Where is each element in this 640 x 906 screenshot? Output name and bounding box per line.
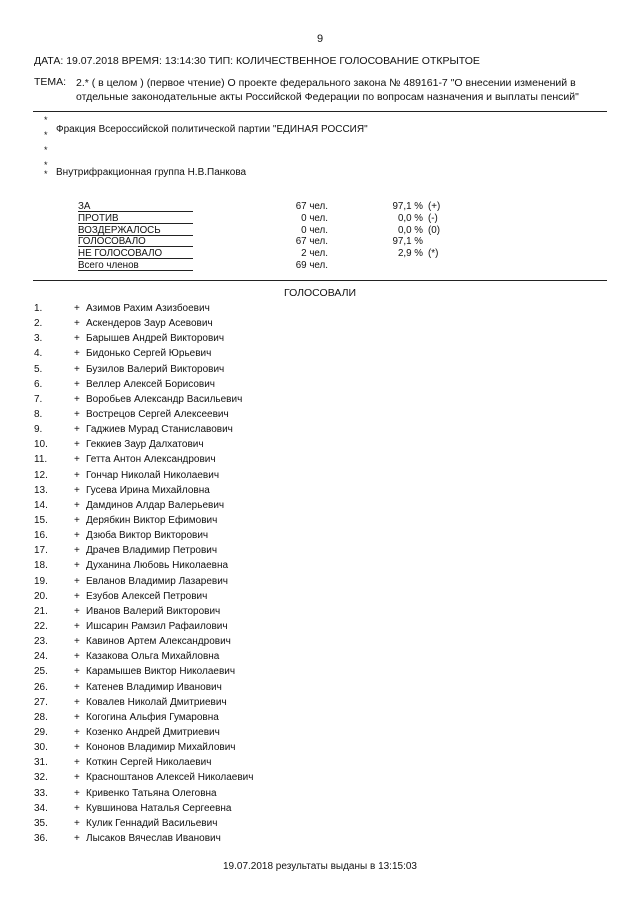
voter-name: Евланов Владимир Лазаревич — [86, 575, 229, 587]
voter-number: 11. — [34, 454, 48, 466]
voter-number: 21. — [34, 605, 48, 617]
vote-mark: + — [74, 454, 80, 466]
voted-section-title: ГОЛОСОВАЛИ — [283, 287, 357, 299]
voter-name: Карамышев Виктор Николаевич — [86, 666, 236, 678]
bullet-marker: * — [44, 160, 48, 170]
voter-name: Вострецов Сергей Алексеевич — [86, 408, 229, 420]
voter-row — [34, 696, 434, 711]
vote-mark: + — [74, 499, 80, 511]
vote-mark: + — [74, 590, 80, 602]
vote-mark: + — [74, 772, 80, 784]
voter-number: 2. — [34, 318, 43, 330]
stat-symbol: (+) — [428, 201, 441, 212]
stat-row-for — [78, 201, 478, 213]
tema-text — [76, 76, 616, 104]
voter-row — [34, 302, 434, 317]
faction-name: Фракция Всероссийской политической партии "ЕДИНАЯ РОССИЯ" — [56, 124, 368, 135]
voter-list — [34, 302, 434, 847]
voter-name: Кавинов Артем Александрович — [86, 636, 231, 648]
stat-count: 67 чел. — [295, 236, 328, 248]
voter-name: Духанина Любовь Николаевна — [86, 560, 229, 572]
stat-row-voted — [78, 236, 478, 248]
page-number: 9 — [316, 33, 324, 45]
vote-mark: + — [74, 605, 80, 617]
voter-row — [34, 726, 434, 741]
vote-stats — [78, 201, 478, 272]
voter-row — [34, 514, 434, 529]
bullet-marker: * — [44, 115, 48, 125]
voter-name: Бузилов Валерий Викторович — [86, 363, 225, 375]
voter-number: 18. — [34, 560, 48, 572]
voter-row — [34, 665, 434, 680]
vote-mark: + — [74, 348, 80, 360]
vote-mark: + — [74, 681, 80, 693]
stat-row-total — [78, 260, 478, 272]
voter-row — [34, 559, 434, 574]
stat-symbol: (*) — [428, 248, 439, 260]
vote-mark: + — [74, 378, 80, 390]
voter-name: Дерябкин Виктор Ефимович — [86, 514, 218, 526]
tema-line-2: отдельные законодательные акты Российской Федерации по вопросам назначения и выплаты пенсий" — [76, 91, 579, 103]
vote-mark: + — [74, 757, 80, 769]
vote-mark: + — [74, 363, 80, 375]
voter-name: Красноштанов Алексей Николаевич — [86, 772, 254, 784]
vote-mark: + — [74, 514, 80, 526]
voter-row — [34, 756, 434, 771]
voter-name: Кулик Геннадий Васильевич — [86, 817, 218, 829]
voter-row — [34, 620, 434, 635]
stat-label: Всего членов — [78, 260, 193, 271]
voter-number: 6. — [34, 378, 43, 390]
stat-symbol: (-) — [428, 212, 438, 224]
vote-mark: + — [74, 787, 80, 799]
voter-row — [34, 741, 434, 756]
voter-name: Гетта Антон Александрович — [86, 454, 216, 466]
vote-mark: + — [74, 545, 80, 557]
vote-mark: + — [74, 575, 80, 587]
vote-mark: + — [74, 832, 80, 844]
voter-row — [34, 347, 434, 362]
voter-row — [34, 544, 434, 559]
voter-row — [34, 711, 434, 726]
stat-percent: 2,9 % — [397, 248, 423, 260]
voter-name: Когогина Альфия Гумаровна — [86, 711, 219, 723]
voter-row — [34, 529, 434, 544]
vote-mark: + — [74, 726, 80, 738]
voter-number: 32. — [34, 772, 48, 784]
voter-row — [34, 378, 434, 393]
vote-mark: + — [74, 696, 80, 708]
stat-row-not-voted — [78, 248, 478, 260]
voter-name: Гаджиев Мурад Станиславович — [86, 424, 233, 436]
stat-count: 0 чел. — [301, 212, 328, 224]
voter-row — [34, 393, 434, 408]
voter-number: 30. — [34, 742, 48, 754]
vote-mark: + — [74, 817, 80, 829]
voter-name: Коткин Сергей Николаевич — [86, 757, 212, 769]
voter-number: 22. — [34, 620, 48, 632]
stat-label: ГОЛОСОВАЛО — [78, 236, 193, 247]
stat-count: 0 чел. — [301, 224, 328, 236]
voter-number: 7. — [34, 393, 43, 405]
vote-mark: + — [74, 333, 80, 345]
stat-symbol: (0) — [428, 224, 440, 236]
stat-percent: 97,1 % — [392, 201, 423, 212]
vote-header-line: ДАТА: 19.07.2018 ВРЕМЯ: 13:14:30 ТИП: КОЛИЧЕСТВЕННОЕ ГОЛОСОВАНИЕ ОТКРЫТОЕ — [34, 55, 480, 67]
bullet-marker: * — [44, 169, 48, 179]
stat-row-against — [78, 213, 478, 225]
voter-name: Веллер Алексей Борисович — [86, 378, 216, 390]
voter-row — [34, 802, 434, 817]
voter-row — [34, 635, 434, 650]
voter-name: Кривенко Татьяна Олеговна — [86, 787, 217, 799]
voter-name: Кононов Владимир Михайлович — [86, 742, 236, 754]
voter-row — [34, 590, 434, 605]
stat-label: ВОЗДЕРЖАЛОСЬ — [78, 225, 193, 236]
vote-mark: + — [74, 469, 80, 481]
voter-row — [34, 787, 434, 802]
vote-mark: + — [74, 802, 80, 814]
voter-name: Казакова Ольга Михайловна — [86, 651, 220, 663]
voter-name: Катенев Владимир Иванович — [86, 681, 222, 693]
vote-mark: + — [74, 742, 80, 754]
results-footer: 19.07.2018 результаты выданы в 13:15:03 — [222, 861, 417, 872]
voter-row — [34, 317, 434, 332]
voter-name: Козенко Андрей Дмитриевич — [86, 726, 220, 738]
stat-percent: 0,0 % — [397, 212, 423, 224]
voter-row — [34, 332, 434, 347]
voter-number: 36. — [34, 832, 48, 844]
voter-name: Азимов Рахим Азизбоевич — [86, 303, 210, 314]
voter-number: 17. — [34, 545, 48, 557]
divider-top — [33, 111, 607, 112]
voter-number: 9. — [34, 424, 43, 436]
voter-number: 12. — [34, 469, 48, 481]
voter-name: Барышев Андрей Викторович — [86, 333, 225, 345]
voter-number: 33. — [34, 787, 48, 799]
voter-number: 27. — [34, 696, 48, 708]
voter-number: 34. — [34, 802, 48, 814]
voter-number: 14. — [34, 499, 48, 511]
voter-number: 24. — [34, 651, 48, 663]
voter-name: Иванов Валерий Викторович — [86, 605, 221, 617]
voter-row — [34, 499, 434, 514]
voter-number: 16. — [34, 530, 48, 542]
voter-number: 4. — [34, 348, 43, 360]
voter-row — [34, 453, 434, 468]
voter-number: 28. — [34, 711, 48, 723]
voter-number: 3. — [34, 333, 43, 345]
voter-row — [34, 469, 434, 484]
tema-label: ТЕМА: — [34, 76, 67, 88]
voter-number: 8. — [34, 408, 43, 420]
voter-name: Гусева Ирина Михайловна — [86, 484, 210, 496]
vote-mark: + — [74, 439, 80, 451]
voter-number: 19. — [34, 575, 48, 587]
vote-mark: + — [74, 651, 80, 663]
voter-row — [34, 575, 434, 590]
voter-name: Дамдинов Алдар Валерьевич — [86, 499, 225, 511]
voter-number: 20. — [34, 590, 48, 602]
voter-row — [34, 832, 434, 847]
voter-number: 31. — [34, 757, 48, 769]
voter-name: Дзюба Виктор Викторович — [86, 530, 209, 542]
vote-mark: + — [74, 560, 80, 572]
voter-name: Кувшинова Наталья Сергеевна — [86, 802, 232, 814]
vote-mark: + — [74, 303, 80, 314]
vote-mark: + — [74, 636, 80, 648]
vote-mark: + — [74, 530, 80, 542]
voter-row — [34, 605, 434, 620]
vote-mark: + — [74, 393, 80, 405]
voter-number: 13. — [34, 484, 48, 496]
voter-name: Геккиев Заур Далхатович — [86, 439, 204, 451]
stat-row-abstained — [78, 225, 478, 237]
stat-count: 67 чел. — [295, 201, 328, 212]
tema-line-1: 2.* ( в целом ) (первое чтение) О проекте федерального закона № 489161-7 "О внесении изменений в — [76, 77, 576, 89]
vote-mark: + — [74, 424, 80, 436]
voter-row — [34, 423, 434, 438]
vote-mark: + — [74, 666, 80, 678]
voter-row — [34, 363, 434, 378]
voter-name: Ишсарин Рамзил Рафаилович — [86, 620, 228, 632]
voter-row — [34, 484, 434, 499]
voter-row — [34, 650, 434, 665]
vote-mark: + — [74, 484, 80, 496]
voter-row — [34, 438, 434, 453]
voter-number: 1. — [34, 303, 43, 314]
voter-row — [34, 681, 434, 696]
stat-count: 69 чел. — [295, 259, 328, 271]
voter-number: 29. — [34, 726, 48, 738]
divider-middle — [33, 280, 607, 281]
stat-count: 2 чел. — [301, 248, 328, 260]
voter-name: Воробьев Александр Васильевич — [86, 393, 243, 405]
voter-name: Гончар Николай Николаевич — [86, 469, 220, 481]
voter-name: Бидонько Сергей Юрьевич — [86, 348, 212, 360]
voter-row — [34, 817, 434, 832]
voter-number: 10. — [34, 439, 48, 451]
voter-name: Ковалев Николай Дмитриевич — [86, 696, 227, 708]
stat-percent: 97,1 % — [392, 236, 423, 248]
stat-label: НЕ ГОЛОСОВАЛО — [78, 248, 193, 259]
stat-percent: 0,0 % — [397, 224, 423, 236]
voter-name: Лысаков Вячеслав Иванович — [86, 832, 221, 844]
vote-mark: + — [74, 620, 80, 632]
voter-number: 26. — [34, 681, 48, 693]
voter-number: 15. — [34, 514, 48, 526]
vote-mark: + — [74, 318, 80, 330]
voter-name: Аскендеров Заур Асевович — [86, 318, 213, 330]
voter-number: 5. — [34, 363, 43, 375]
stat-label: ЗА — [78, 201, 193, 212]
voter-row — [34, 771, 434, 786]
voter-number: 25. — [34, 666, 48, 678]
bullet-marker: * — [44, 145, 48, 155]
voter-row — [34, 408, 434, 423]
voter-name: Драчев Владимир Петрович — [86, 545, 218, 557]
group-name: Внутрифракционная группа Н.В.Панкова — [56, 167, 247, 178]
vote-mark: + — [74, 408, 80, 420]
bullet-marker: * — [44, 130, 48, 140]
stat-label: ПРОТИВ — [78, 213, 193, 224]
voter-name: Езубов Алексей Петрович — [86, 590, 208, 602]
vote-mark: + — [74, 711, 80, 723]
voter-number: 35. — [34, 817, 48, 829]
voter-number: 23. — [34, 636, 48, 648]
